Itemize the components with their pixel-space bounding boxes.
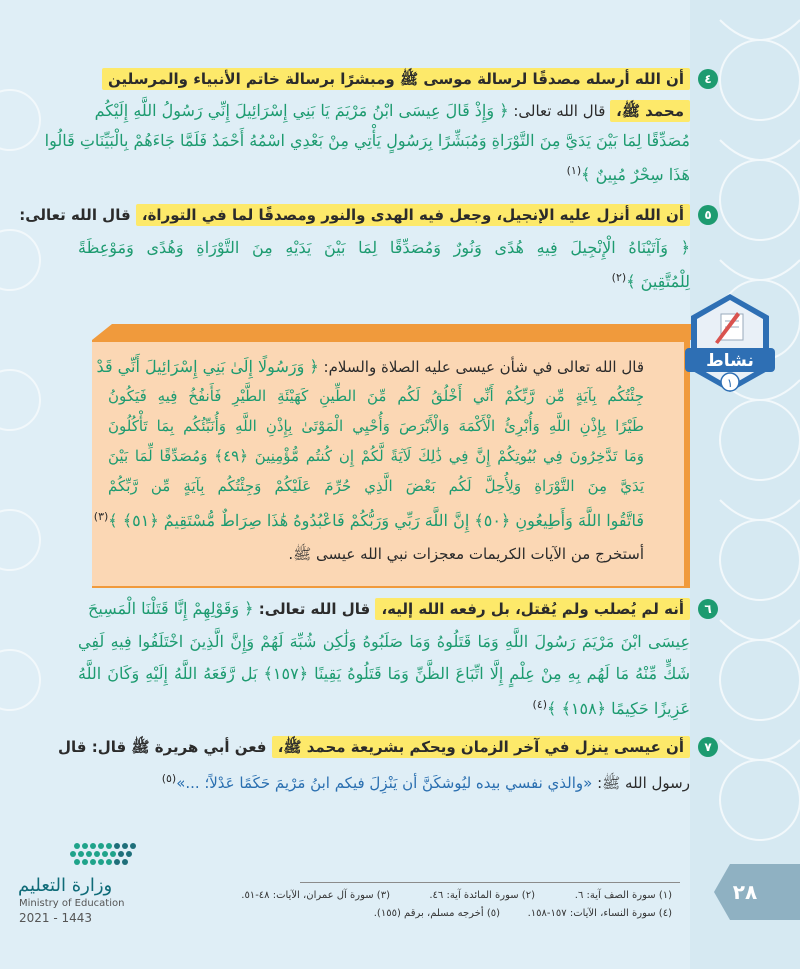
point-7 xyxy=(58,730,712,794)
right-decorative-border xyxy=(690,0,800,969)
point-5-intro: قال الله تعالى: xyxy=(19,206,136,224)
activity-question: أستخرج من الآيات الكريمات معجزات نبي الله عيسى ﷺ. xyxy=(288,545,644,563)
point-6-quran-line4: عَزِيزًا حَكِيمًا ﴿١٥٨﴾ ﴾ xyxy=(547,699,690,718)
footnote-5: (٥) أخرجه مسلم، برقم (١٥٥). xyxy=(373,908,500,919)
point-4-highlight-line2: محمد ﷺ، xyxy=(610,100,690,122)
ministry-year: 2021 - 1443 xyxy=(19,911,93,925)
activity-badge-number: ١ xyxy=(726,376,734,390)
point-7-hadith: «والذي نفسي بيده ليُوشكَنَّ أن يَنْزِلَ فيكم ابنُ مَرْيمَ حَكَمًا عَدْلاً؛ ...» xyxy=(176,774,593,792)
point-4-intro: قال الله تعالى: xyxy=(508,102,611,120)
point-4-quran-line2: ﴿ وَإِذْ قَالَ عِيسَى ابْنُ مَرْيَمَ يَا بَنِي إِسْرَائِيلَ إِنِّي رَسُولُ اللَّهِ إِلَيْكُم xyxy=(94,101,509,120)
point-6-quran-line1: ﴿ وَقَوْلِهِمْ إِنَّا قَتَلْنَا الْمَسِيحَ xyxy=(88,599,254,618)
point-5 xyxy=(19,198,712,292)
footnote-divider xyxy=(300,882,680,883)
activity-quran-line4: وَمَا تَدَّخِرُونَ فِي بُيُوتِكُمْ إِنَّ فِي ذَٰلِكَ لَآيَةً لَّكُمْ إِن كُنتُم مُّؤْمِنِينَ ﴿٤٩﴾ وَمُصَدِّقًا لِّمَا بَيْنَ xyxy=(108,447,644,465)
activity-badge-label: نشاط xyxy=(706,351,754,371)
footnote-3: (٣) سورة آل عمران، الآيات: ٤٨-٥١. xyxy=(241,890,390,901)
page-number: ٢٨ xyxy=(732,880,758,904)
activity-quran-line5: يَدَيَّ مِنَ التَّوْرَاةِ وَلِأُحِلَّ لَكُم بَعْضَ الَّذِي حُرِّمَ عَلَيْكُمْ وَجِئْتُكُم بِآيَةٍ مِّن رَّبِّكُمْ xyxy=(108,477,644,495)
point-6-highlight: أنه لم يُصلب ولم يُقتل، بل رفعه الله إليه، xyxy=(375,598,690,620)
footnote-ref-2: (٢) xyxy=(611,271,627,284)
point-4-quran-line3: مُصَدِّقًا لِمَا بَيْنَ يَدَيَّ مِنَ التَّوْرَاةِ وَمُبَشِّرًا بِرَسُولٍ يَأْتِي مِنْ بَعْدِي اسْمُهُ أَحْمَدُ فَلَمَّا جَاءَهُمْ بِالْبَيِّنَاتِ قَالُوا xyxy=(44,131,690,150)
point-number: ٧ xyxy=(698,737,718,757)
point-6-quran-line3: شَكٍّ مِّنْهُ مَا لَهُم بِهِ مِنْ عِلْمٍ إِلَّا اتِّبَاعَ الظَّنِّ وَمَا قَتَلُوهُ يَقِينًا ﴿١٥٧﴾ بَل رَّفَعَهُ اللَّهُ إِلَيْهِ وَكَانَ اللَّهُ xyxy=(78,664,690,683)
activity-intro: قال الله تعالى في شأن عيسى عليه الصلاة والسلام: xyxy=(318,358,644,376)
activity-quran-line6: فَاتَّقُوا اللَّهَ وَأَطِيعُونِ ﴿٥٠﴾ إِنَّ اللَّهَ رَبِّي وَرَبُّكُمْ فَاعْبُدُوهُ هَٰذَا صِرَاطٌ مُّسْتَقِيمٌ ﴿٥١﴾ ﴾ xyxy=(108,511,644,530)
point-7-highlight: أن عيسى ينزل في آخر الزمان ويحكم بشريعة محمد ﷺ، xyxy=(272,736,690,758)
point-5-highlight: أن الله أنزل عليه الإنجيل، وجعل فيه الهدى والنور ومصدقًا لما في التوراة، xyxy=(136,204,690,226)
point-6 xyxy=(78,592,712,720)
ministry-name-english: Ministry of Education xyxy=(19,898,125,909)
point-4-highlight-line1: أن الله أرسله مصدقًا لرسالة موسى ﷺ ومبشرًا برسالة خاتم الأنبياء والمرسلين xyxy=(102,68,690,90)
point-4-quran-line4: هَذَا سِحْرٌ مُبِينٌ ﴾ xyxy=(581,165,690,184)
footnote-1: (١) سورة الصف آية: ٦. xyxy=(574,890,672,901)
activity-badge xyxy=(685,292,775,402)
point-7-intro: فعن أبي هريرة ﷺ قال: قال xyxy=(58,738,272,756)
footnote-ref-1: (١) xyxy=(566,164,582,177)
point-number: ٦ xyxy=(698,599,718,619)
point-4 xyxy=(44,62,712,186)
activity-top-bar xyxy=(92,324,702,340)
point-6-intro: قال الله تعالى: xyxy=(253,600,376,618)
point-5-quran-line3: لِلْمُتَّقِينَ ﴾ xyxy=(626,272,690,291)
activity-box xyxy=(92,340,690,588)
footnote-ref-4: (٤) xyxy=(532,698,548,711)
ministry-name-arabic: وزارة التعليم xyxy=(18,875,113,896)
point-7-messenger: رسول الله ﷺ: xyxy=(592,774,690,792)
footnote-ref-5: (٥) xyxy=(161,772,177,785)
activity-quran-line2: جِئْتُكُم بِآيَةٍ مِّن رَّبِّكُمْ أَنِّي أَخْلُقُ لَكُم مِّنَ الطِّينِ كَهَيْئَةِ الطَّيْرِ فَأَنفُخُ فِيهِ فَيَكُونُ xyxy=(108,387,644,405)
point-number: ٤ xyxy=(698,69,718,89)
point-5-quran-line2: ﴿ وَآتَيْنَاهُ الْإِنْجِيلَ فِيهِ هُدًى وَنُورٌ وَمُصَدِّقًا لِمَا بَيْنَ يَدَيْهِ مِنَ التَّوْرَاةِ وَهُدًى وَمَوْعِظَةً xyxy=(78,238,691,257)
activity-quran-line1: ﴿ وَرَسُولًا إِلَىٰ بَنِي إِسْرَائِيلَ أَنِّي قَدْ xyxy=(96,357,319,376)
footnote-4: (٤) سورة النساء، الآيات: ١٥٧-١٥٨. xyxy=(527,908,672,919)
activity-quran-line3: طَيْرًا بِإِذْنِ اللَّهِ وَأُبْرِئُ الْأَكْمَهَ وَالْأَبْرَصَ وَأُحْيِي الْمَوْتَىٰ بِإِذْنِ اللَّهِ وَأُنَبِّئُكُم بِمَا تَأْكُلُونَ xyxy=(108,417,644,435)
footnote-2: (٢) سورة المائدة آية: ٤٦. xyxy=(429,890,535,901)
footnote-ref-3: (٣) xyxy=(93,510,109,523)
point-6-quran-line2: عِيسَى ابْنَ مَرْيَمَ رَسُولَ اللَّهِ وَمَا قَتَلُوهُ وَمَا صَلَبُوهُ وَلَٰكِن شُبِّهَ لَهُمْ وَإِنَّ الَّذِينَ اخْتَلَفُوا فِيهِ لَفِي xyxy=(78,632,690,651)
point-number: ٥ xyxy=(698,205,718,225)
